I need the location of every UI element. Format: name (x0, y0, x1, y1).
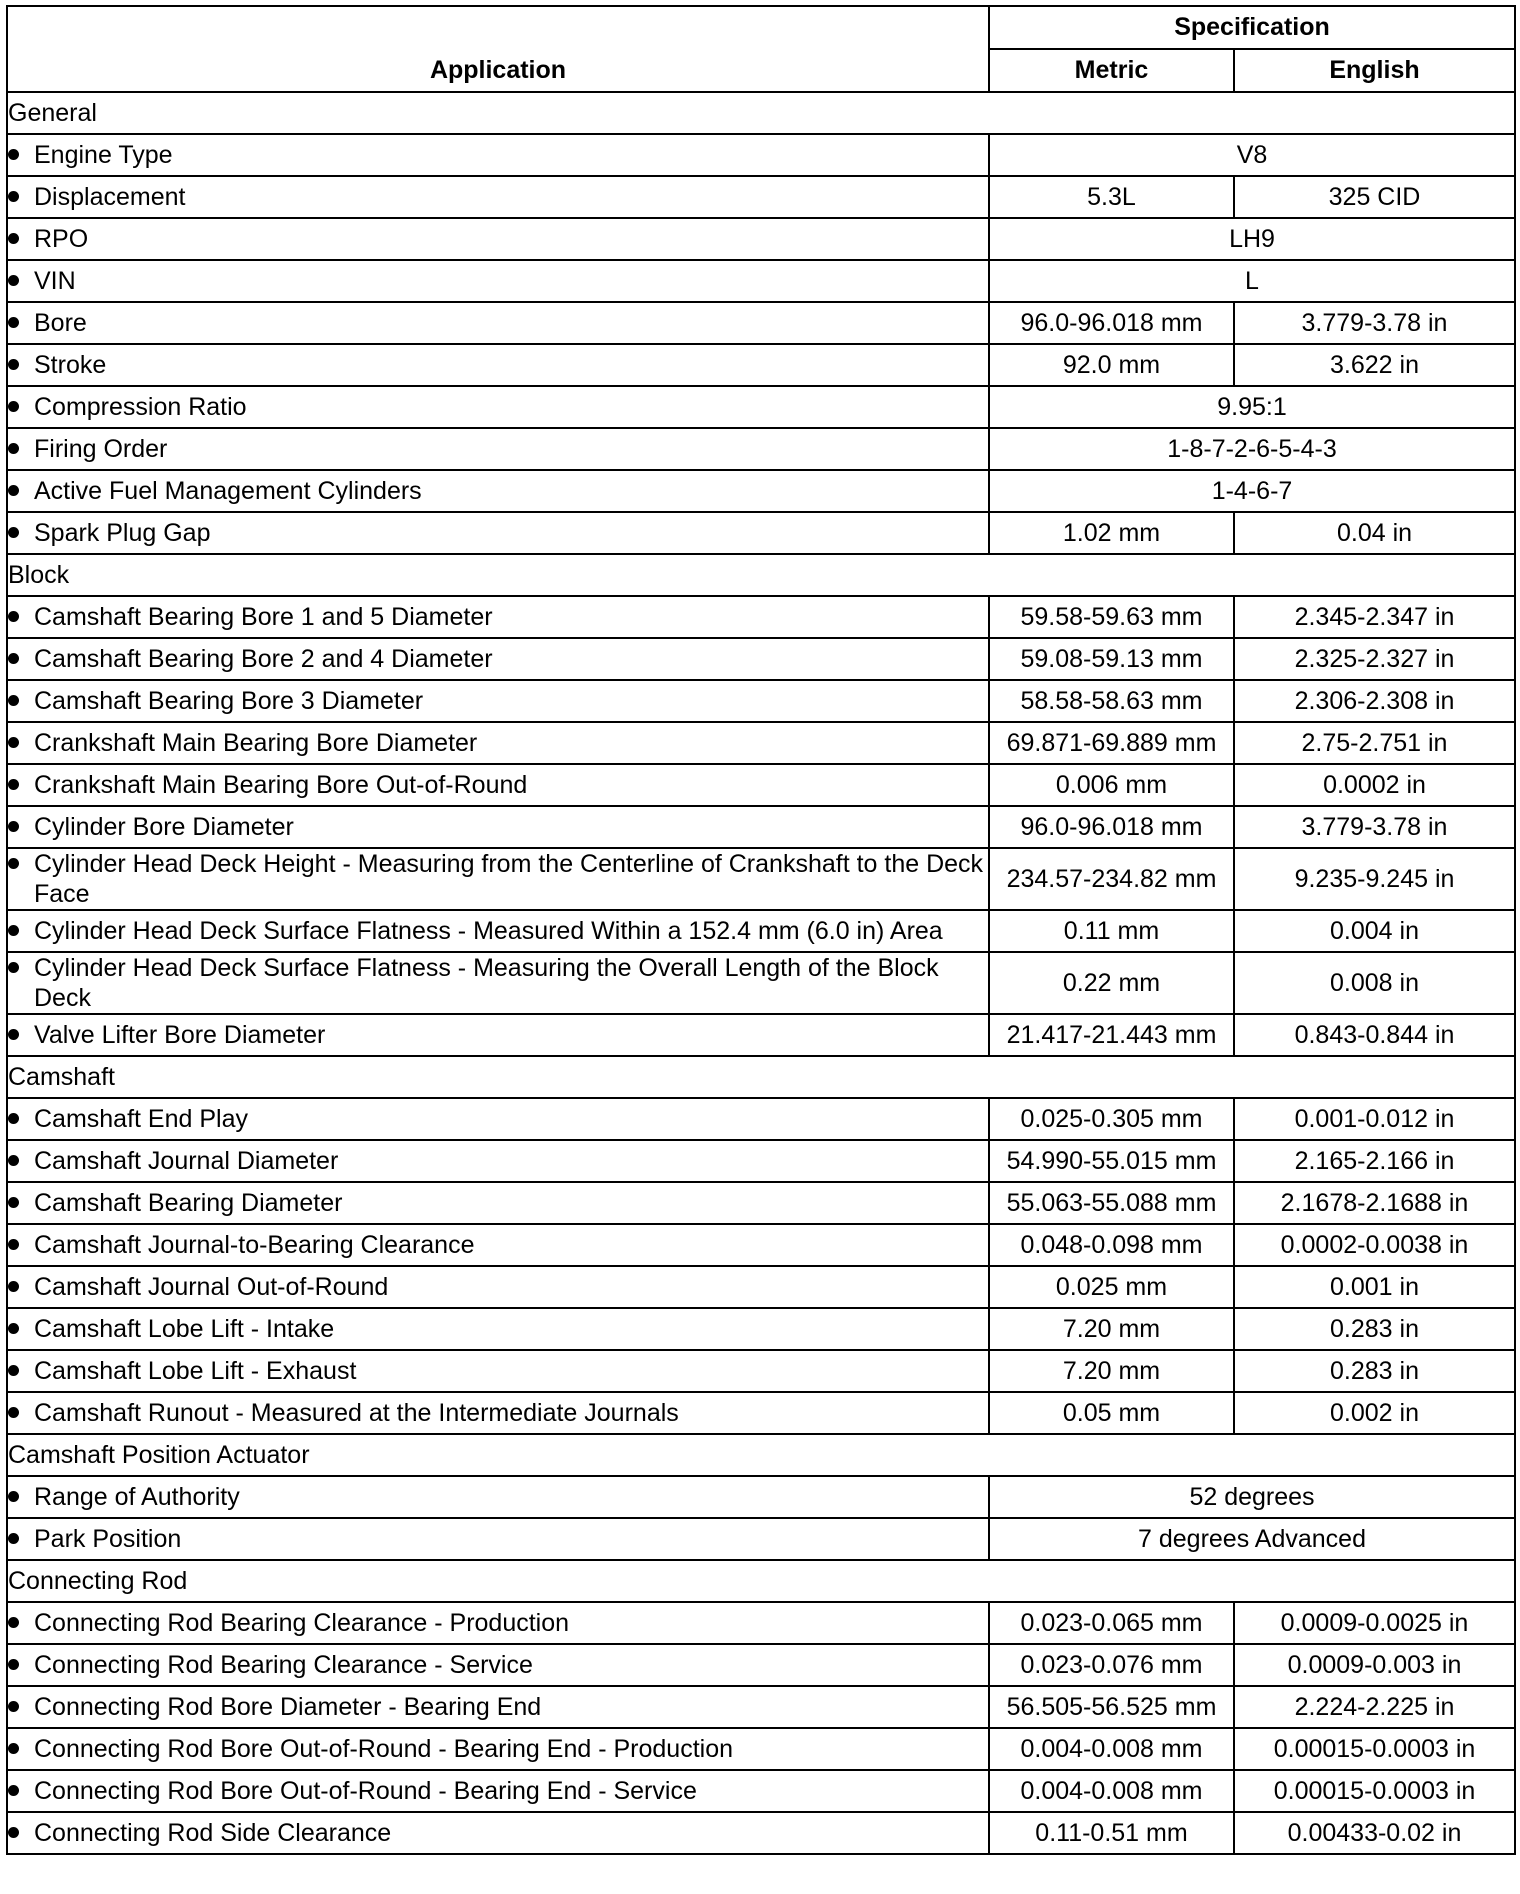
combined-value: 52 degrees (989, 1476, 1515, 1518)
metric-value: 0.006 mm (989, 764, 1234, 806)
metric-value: 54.990-55.015 mm (989, 1140, 1234, 1182)
spec-label: Camshaft Bearing Bore 3 Diameter (34, 687, 424, 715)
english-value: 0.0009-0.0025 in (1234, 1602, 1515, 1644)
spec-row (7, 1476, 1515, 1518)
spec-label: Crankshaft Main Bearing Bore Out-of-Round (34, 771, 528, 799)
application-cell (7, 596, 989, 638)
application-cell (7, 1014, 989, 1056)
spec-row (7, 1812, 1515, 1854)
bullet-icon (8, 1743, 19, 1754)
metric-header: Metric (989, 49, 1234, 92)
metric-value: 21.417-21.443 mm (989, 1014, 1234, 1056)
application-cell (7, 218, 989, 260)
section-row (7, 92, 1515, 134)
application-cell (7, 260, 989, 302)
spec-row (7, 512, 1515, 554)
english-value: 2.325-2.327 in (1234, 638, 1515, 680)
spec-label: Cylinder Head Deck Surface Flatness - Measured Within a 152.4 mm (6.0 in) Area (34, 917, 943, 945)
bullet-icon (8, 191, 19, 202)
bullet-icon (8, 821, 19, 832)
spec-row (7, 722, 1515, 764)
combined-value: V8 (989, 134, 1515, 176)
bullet-icon (8, 962, 19, 973)
metric-value: 0.023-0.065 mm (989, 1602, 1234, 1644)
spec-row (7, 470, 1515, 512)
spec-row (7, 1140, 1515, 1182)
metric-value: 0.11 mm (989, 910, 1234, 952)
spec-label: VIN (34, 267, 76, 295)
engine-spec-table (6, 5, 1516, 1855)
application-cell (7, 806, 989, 848)
application-cell (7, 1812, 989, 1854)
english-header: English (1234, 49, 1515, 92)
english-value: 0.002 in (1234, 1392, 1515, 1434)
metric-value: 56.505-56.525 mm (989, 1686, 1234, 1728)
spec-label: Stroke (34, 351, 107, 379)
application-cell (7, 512, 989, 554)
metric-value: 69.871-69.889 mm (989, 722, 1234, 764)
spec-label: Camshaft Journal Diameter (34, 1147, 339, 1175)
application-cell (7, 1476, 989, 1518)
spec-label: Range of Authority (34, 1483, 240, 1511)
spec-label: RPO (34, 225, 89, 253)
english-value: 2.306-2.308 in (1234, 680, 1515, 722)
section-row (7, 1560, 1515, 1602)
english-value: 3.779-3.78 in (1234, 302, 1515, 344)
section-title: Camshaft (7, 1056, 1515, 1098)
bullet-icon (8, 275, 19, 286)
spec-row (7, 1308, 1515, 1350)
application-cell (7, 428, 989, 470)
spec-label: Camshaft Bearing Bore 1 and 5 Diameter (34, 603, 493, 631)
spec-label: Camshaft Bearing Diameter (34, 1189, 343, 1217)
section-row (7, 554, 1515, 596)
bullet-icon (8, 1155, 19, 1166)
spec-label: Connecting Rod Bore Diameter - Bearing End (34, 1693, 542, 1721)
application-cell (7, 1686, 989, 1728)
spec-row (7, 1392, 1515, 1434)
bullet-icon (8, 653, 19, 664)
bullet-icon (8, 527, 19, 538)
metric-value: 0.22 mm (989, 952, 1234, 1014)
english-value: 3.622 in (1234, 344, 1515, 386)
bullet-icon (8, 858, 19, 869)
bullet-icon (8, 1239, 19, 1250)
combined-value: LH9 (989, 218, 1515, 260)
spec-row (7, 1644, 1515, 1686)
application-cell (7, 1224, 989, 1266)
metric-value: 59.58-59.63 mm (989, 596, 1234, 638)
english-value: 325 CID (1234, 176, 1515, 218)
english-value: 0.001 in (1234, 1266, 1515, 1308)
application-cell (7, 1308, 989, 1350)
metric-value: 7.20 mm (989, 1308, 1234, 1350)
bullet-icon (8, 1365, 19, 1376)
section-title: Block (7, 554, 1515, 596)
spec-label: Camshaft Journal-to-Bearing Clearance (34, 1231, 475, 1259)
metric-value: 0.025-0.305 mm (989, 1098, 1234, 1140)
bullet-icon (8, 1659, 19, 1670)
spec-row (7, 218, 1515, 260)
spec-label: Compression Ratio (34, 393, 247, 421)
bullet-icon (8, 1281, 19, 1292)
english-value: 0.843-0.844 in (1234, 1014, 1515, 1056)
bullet-icon (8, 1617, 19, 1628)
spec-row (7, 1350, 1515, 1392)
english-value: 3.779-3.78 in (1234, 806, 1515, 848)
english-value: 0.283 in (1234, 1308, 1515, 1350)
header-row-top (7, 6, 1515, 49)
bullet-icon (8, 1701, 19, 1712)
metric-value: 55.063-55.088 mm (989, 1182, 1234, 1224)
metric-value: 0.023-0.076 mm (989, 1644, 1234, 1686)
combined-value: 1-4-6-7 (989, 470, 1515, 512)
spec-label: Cylinder Bore Diameter (34, 813, 294, 841)
bullet-icon (8, 1029, 19, 1040)
english-value: 0.008 in (1234, 952, 1515, 1014)
spec-row (7, 1182, 1515, 1224)
spec-row (7, 764, 1515, 806)
spec-row (7, 680, 1515, 722)
english-value: 0.0009-0.003 in (1234, 1644, 1515, 1686)
bullet-icon (8, 1113, 19, 1124)
english-value: 0.0002 in (1234, 764, 1515, 806)
spec-label: Camshaft Bearing Bore 2 and 4 Diameter (34, 645, 493, 673)
section-row (7, 1056, 1515, 1098)
application-cell (7, 1350, 989, 1392)
spec-row (7, 952, 1515, 1014)
english-value: 0.283 in (1234, 1350, 1515, 1392)
application-cell (7, 1644, 989, 1686)
metric-value: 58.58-58.63 mm (989, 680, 1234, 722)
combined-value: 1-8-7-2-6-5-4-3 (989, 428, 1515, 470)
english-value: 0.00015-0.0003 in (1234, 1770, 1515, 1812)
application-cell (7, 1518, 989, 1560)
spec-label: Cylinder Head Deck Height - Measuring from the Centerline of Crankshaft to the Deck Face (34, 850, 984, 908)
english-value: 0.004 in (1234, 910, 1515, 952)
spec-label: Connecting Rod Bore Out-of-Round - Bearing End - Production (34, 1735, 733, 1763)
spec-row (7, 302, 1515, 344)
application-cell (7, 638, 989, 680)
combined-value: 9.95:1 (989, 386, 1515, 428)
metric-value: 0.05 mm (989, 1392, 1234, 1434)
spec-label: Valve Lifter Bore Diameter (34, 1021, 326, 1049)
bullet-icon (8, 1491, 19, 1502)
bullet-icon (8, 401, 19, 412)
application-cell (7, 680, 989, 722)
application-cell (7, 848, 989, 910)
metric-value: 0.004-0.008 mm (989, 1728, 1234, 1770)
metric-value: 0.025 mm (989, 1266, 1234, 1308)
metric-value: 96.0-96.018 mm (989, 302, 1234, 344)
spec-label: Firing Order (34, 435, 168, 463)
spec-label: Connecting Rod Bearing Clearance - Service (34, 1651, 533, 1679)
english-value: 0.00433-0.02 in (1234, 1812, 1515, 1854)
spec-label: Bore (34, 309, 87, 337)
metric-value: 5.3L (989, 176, 1234, 218)
application-cell (7, 952, 989, 1014)
spec-row (7, 176, 1515, 218)
bullet-icon (8, 443, 19, 454)
spec-label: Park Position (34, 1525, 182, 1553)
bullet-icon (8, 611, 19, 622)
english-value: 2.224-2.225 in (1234, 1686, 1515, 1728)
application-cell (7, 1728, 989, 1770)
bullet-icon (8, 737, 19, 748)
section-title: Connecting Rod (7, 1560, 1515, 1602)
combined-value: L (989, 260, 1515, 302)
spec-row (7, 848, 1515, 910)
application-cell (7, 1392, 989, 1434)
spec-row (7, 910, 1515, 952)
english-value: 0.0002-0.0038 in (1234, 1224, 1515, 1266)
spec-row (7, 1686, 1515, 1728)
metric-value: 96.0-96.018 mm (989, 806, 1234, 848)
application-cell (7, 1140, 989, 1182)
metric-value: 0.11-0.51 mm (989, 1812, 1234, 1854)
spec-row (7, 596, 1515, 638)
english-value: 9.235-9.245 in (1234, 848, 1515, 910)
spec-label: Camshaft End Play (34, 1105, 248, 1133)
application-cell (7, 176, 989, 218)
spec-row (7, 260, 1515, 302)
metric-value: 7.20 mm (989, 1350, 1234, 1392)
spec-row (7, 1014, 1515, 1056)
spec-row (7, 1266, 1515, 1308)
application-cell (7, 1182, 989, 1224)
specification-header: Specification (989, 6, 1515, 49)
section-title: General (7, 92, 1515, 134)
spec-label: Cylinder Head Deck Surface Flatness - Measuring the Overall Length of the Block Deck (34, 954, 939, 1012)
spec-row (7, 1602, 1515, 1644)
spec-label: Camshaft Runout - Measured at the Intermediate Journals (34, 1399, 679, 1427)
bullet-icon (8, 779, 19, 790)
spec-label: Spark Plug Gap (34, 519, 211, 547)
bullet-icon (8, 1323, 19, 1334)
metric-value: 234.57-234.82 mm (989, 848, 1234, 910)
spec-label: Engine Type (34, 141, 173, 169)
english-value: 0.00015-0.0003 in (1234, 1728, 1515, 1770)
english-value: 2.165-2.166 in (1234, 1140, 1515, 1182)
application-cell (7, 344, 989, 386)
bullet-icon (8, 1533, 19, 1544)
application-cell (7, 1266, 989, 1308)
english-value: 2.345-2.347 in (1234, 596, 1515, 638)
bullet-icon (8, 1407, 19, 1418)
bullet-icon (8, 359, 19, 370)
spec-label: Displacement (34, 183, 186, 211)
bullet-icon (8, 1785, 19, 1796)
spec-row (7, 428, 1515, 470)
application-cell (7, 386, 989, 428)
spec-row (7, 638, 1515, 680)
bullet-icon (8, 1827, 19, 1838)
spec-label: Connecting Rod Side Clearance (34, 1819, 392, 1847)
spec-row (7, 1728, 1515, 1770)
spec-row (7, 806, 1515, 848)
bullet-icon (8, 149, 19, 160)
metric-value: 59.08-59.13 mm (989, 638, 1234, 680)
application-cell (7, 470, 989, 512)
spec-row (7, 1518, 1515, 1560)
bullet-icon (8, 233, 19, 244)
metric-value: 0.048-0.098 mm (989, 1224, 1234, 1266)
english-value: 2.75-2.751 in (1234, 722, 1515, 764)
bullet-icon (8, 485, 19, 496)
bullet-icon (8, 1197, 19, 1208)
application-cell (7, 302, 989, 344)
spec-label: Camshaft Lobe Lift - Intake (34, 1315, 335, 1343)
spec-row (7, 1770, 1515, 1812)
application-cell (7, 1098, 989, 1140)
bullet-icon (8, 317, 19, 328)
spec-row (7, 1098, 1515, 1140)
english-value: 0.04 in (1234, 512, 1515, 554)
metric-value: 0.004-0.008 mm (989, 1770, 1234, 1812)
section-row (7, 1434, 1515, 1476)
spec-label: Connecting Rod Bearing Clearance - Production (34, 1609, 570, 1637)
spec-label: Active Fuel Management Cylinders (34, 477, 422, 505)
spec-label: Camshaft Lobe Lift - Exhaust (34, 1357, 357, 1385)
bullet-icon (8, 695, 19, 706)
spec-row (7, 344, 1515, 386)
spec-label: Camshaft Journal Out-of-Round (34, 1273, 389, 1301)
english-value: 0.001-0.012 in (1234, 1098, 1515, 1140)
application-header: Application (7, 6, 989, 92)
application-cell (7, 1602, 989, 1644)
application-cell (7, 764, 989, 806)
bullet-icon (8, 925, 19, 936)
spec-row (7, 134, 1515, 176)
spec-row (7, 386, 1515, 428)
section-title: Camshaft Position Actuator (7, 1434, 1515, 1476)
metric-value: 1.02 mm (989, 512, 1234, 554)
spec-label: Connecting Rod Bore Out-of-Round - Bearing End - Service (34, 1777, 697, 1805)
spec-label: Crankshaft Main Bearing Bore Diameter (34, 729, 478, 757)
application-cell (7, 134, 989, 176)
application-cell (7, 1770, 989, 1812)
spec-row (7, 1224, 1515, 1266)
application-cell (7, 910, 989, 952)
metric-value: 92.0 mm (989, 344, 1234, 386)
application-cell (7, 722, 989, 764)
combined-value: 7 degrees Advanced (989, 1518, 1515, 1560)
spec-table-body (7, 92, 1515, 1854)
english-value: 2.1678-2.1688 in (1234, 1182, 1515, 1224)
